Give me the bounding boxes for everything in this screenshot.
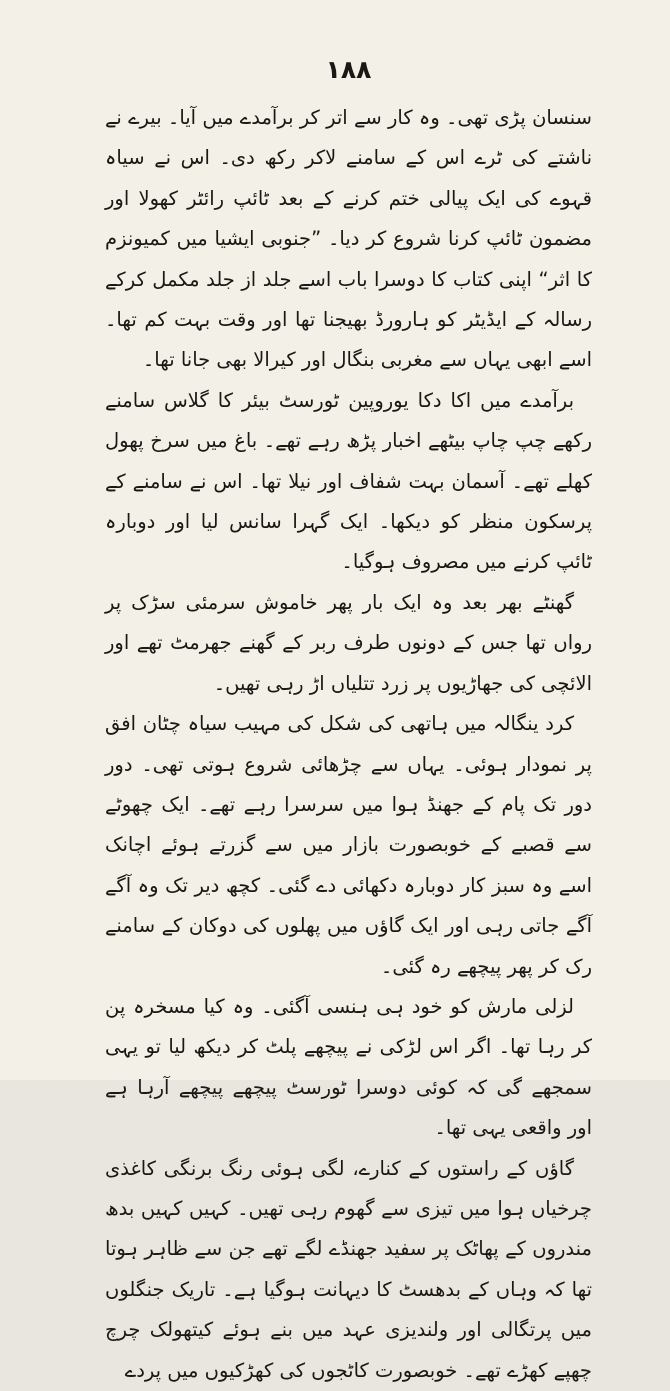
paragraph-1: سنسان پڑی تھی۔ وہ کار سے اتر کر برآمدے میں آیا۔ بیرے نے ناشتے کی ٹرے اس کے سامنے لاکر رکھ دی۔ اس نے سیاہ قہوے کی ایک پیالی ختم کرنے کے بعد ٹائپ رائٹر کھولا اور مضمون ٹائپ کرنا شروع کر دیا۔ ”جنوبی ایشیا میں کمیونزم کا اثر“ اپنی کتاب کا دوسرا باب اسے جلد از جلد مکمل کرکے رسالہ کے ایڈیٹر کو ہارورڈ بھیجنا تھا اور وقت بہت کم تھا۔ اسے ابھی یہاں سے مغربی بنگال اور کیرالا بھی جانا تھا۔	[105, 106, 592, 372]
paragraph-3: گھنٹے بھر بعد وہ ایک بار پھر خاموش سرمئی سڑک پر رواں تھا جس کے دونوں طرف ربر کے گھنے جھرمٹ تھے اور الائچی کی جھاڑیوں پر زرد تتلیاں اڑ رہی تھیں۔	[105, 590, 592, 695]
paragraph-5: لزلی مارش کو خود ہی ہنسی آگئی۔ وہ کیا مسخرہ پن کر رہا تھا۔ اگر اس لڑکی نے پیچھے پلٹ کر دیکھ لیا تو یہی سمجھے گی کہ کوئی دوسرا ٹورسٹ پیچھے پیچھے آرہا ہے اور واقعی یہی تھا۔	[105, 994, 592, 1140]
paragraph-4: کرد ینگالہ میں ہاتھی کی شکل کی مہیب سیاہ چٹان افق پر نمودار ہوئی۔ یہاں سے چڑھائی شروع ہوتی تھی۔ دور دور تک پام کے جھنڈ ہوا میں سرسرا رہے تھے۔ ایک چھوٹے سے قصبے کے خوبصورت بازار میں سے گزرتے ہوئے اچانک اسے وہ سبز کار دوبارہ دکھائی دے گئی۔ کچھ دیر تک وہ آگے آگے جاتی رہی اور ایک گاؤں میں پھلوں کی دوکان کے سامنے رک کر پھر پیچھے رہ گئی۔	[105, 712, 592, 978]
paragraph-6: گاؤں کے راستوں کے کنارے، لگی ہوئی رنگ برنگی کاغذی چرخیاں ہوا میں تیزی سے گھوم رہی تھیں۔ کہیں کہیں بدھ مندروں کے پھاٹک پر سفید جھنڈے لگے تھے جن سے ظاہر ہوتا تھا کہ وہاں کے بدھسٹ کا دیہانت ہوگیا ہے۔ تاریک جنگلوں میں پرتگالی اور ولندیزی عہد میں بنے ہوئے کیتھولک چرچ چھپے کھڑے تھے۔ خوبصورت کاٹجوں کی کھڑکیوں میں پردے	[105, 1156, 592, 1382]
paragraph-2: برآمدے میں اکا دکا یوروپین ٹورسٹ بیئر کا گلاس سامنے رکھے چپ چاپ بیٹھے اخبار پڑھ رہے تھے۔ باغ میں سرخ پھول کھلے تھے۔ آسمان بہت شفاف اور نیلا تھا۔ اس نے سامنے کے پرسکون منظر کو دیکھا۔ ایک گہرا سانس لیا اور دوبارہ ٹائپ کرنے میں مصروف ہوگیا۔	[105, 388, 592, 574]
page-number: ۱۸۸	[325, 55, 372, 84]
page-body-text	[105, 98, 592, 1391]
